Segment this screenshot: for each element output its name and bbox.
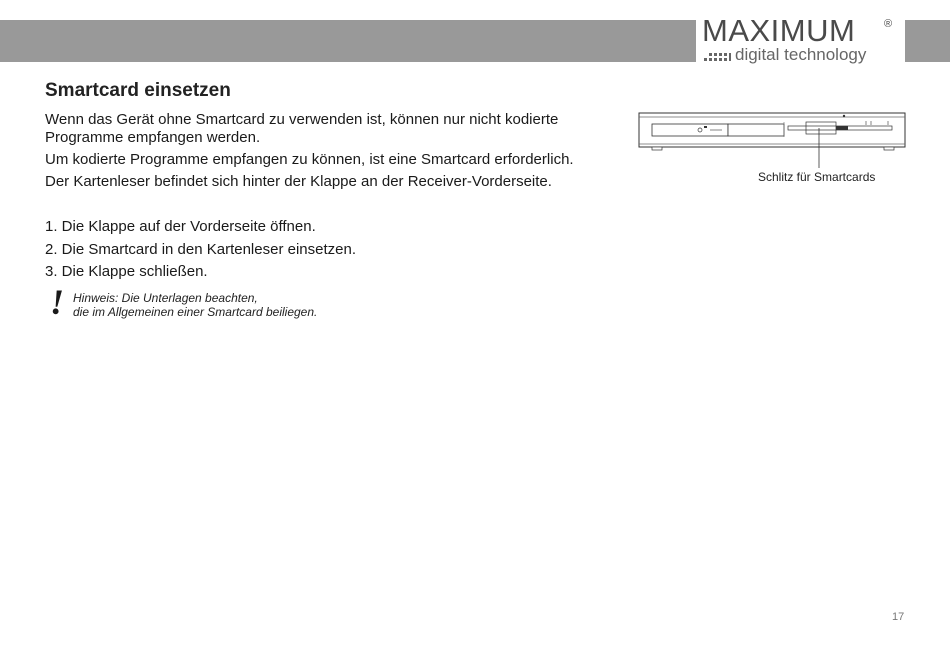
note-line: die im Allgemeinen einer Smartcard beiliegen. [73,305,318,319]
figure-caption: Schlitz für Smartcards [758,170,876,184]
section-title: Smartcard einsetzen [45,80,231,101]
brand-name: MAXIMUM [702,13,856,48]
page-number: 17 [892,611,905,623]
warning-icon: ! [50,282,65,322]
note [73,291,317,319]
list-item: 3. Die Klappe schließen. [45,263,208,280]
note-line: Hinweis: Die Unterlagen beachten, [73,291,258,305]
header-bar-end [905,20,950,62]
receiver-front-panel-icon [638,111,908,169]
logo-dots-icon [704,52,732,64]
paragraph-reader-location: Der Kartenleser befindet sich hinter der Klappe an der Receiver-Vorderseite. [45,173,552,190]
registered-mark: ® [884,18,893,30]
brand-tagline: digital technology [735,45,867,64]
steps-list [45,216,356,284]
paragraph-coded: Um kodierte Programme empfangen zu können, ist eine Smartcard erforderlich. [45,151,574,168]
brand-logo [698,14,903,68]
list-item: 2. Die Smartcard in den Kartenleser einsetzen. [45,240,356,258]
paragraph-intro: Wenn das Gerät ohne Smartcard zu verwenden ist, können nur nicht kodierte Programme empfangen werden. [45,111,559,146]
list-item: 1. Die Klappe auf der Vorderseite öffnen. [45,218,316,235]
header-bar [0,20,696,62]
